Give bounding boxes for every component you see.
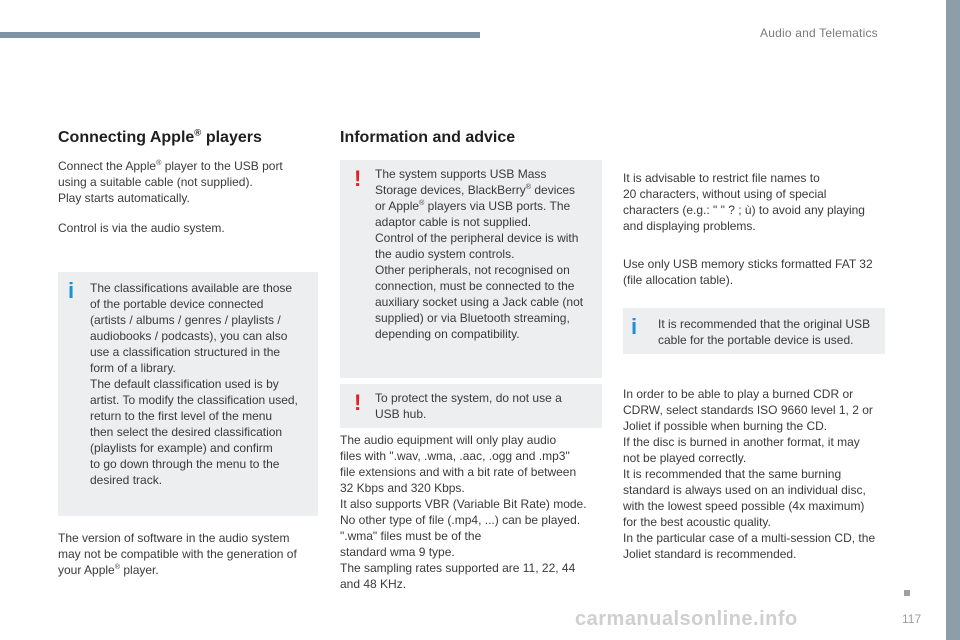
info-icon: i xyxy=(68,278,75,303)
heading-information-advice: Information and advice xyxy=(340,129,516,146)
classification-info-box xyxy=(58,272,318,516)
page-number: 117 xyxy=(902,612,922,626)
classification-info-text: The classifications available are those of the portable device connected (artists / albums / genres / playlists / audiobooks / podcasts), you can also use a classification structured in the form of a library. The default classification used is by artist. To modify the classification used, return to the first level of the menu then select the desired classification (playlists for example) and confirm to go down through the menu to the desired track. xyxy=(90,281,298,487)
connect-paragraph: Connect the Apple® player to the USB port using a suitable cable (not supplied). Play starts automatically. xyxy=(58,158,283,205)
usb-support-warning-text: The system supports USB Mass Storage devices, BlackBerry® devices or Apple® players via USB ports. The adaptor cable is not supplied. Control of the peripheral device is with the audio system controls. Other peripherals, not recognised on connection, must be connected to the auxiliary socket using a Jack cable (not supplied) or via Bluetooth streaming, depending on compatibility. xyxy=(375,167,584,341)
usb-hub-warning-text: To protect the system, do not use a USB hub. xyxy=(375,391,562,421)
usb-support-warning-box xyxy=(340,160,602,378)
warning-icon: ! xyxy=(354,166,362,191)
control-paragraph: Control is via the audio system. xyxy=(58,221,225,235)
continuation-marker xyxy=(904,590,910,596)
usb-cable-info-box xyxy=(623,308,885,354)
cd-burning-paragraph: In order to be able to play a burned CDR or CDRW, select standards ISO 9660 level 1, 2 or Joliet if possible when burning the CD. If the disc is burned in another format, it may not be played correctly. It is recommended that the same burning standard is always used on an individual disc, with the lowest speed possible (4x maximum) for the best acoustic quality. In the particular case of a multi-session CD, the Joliet standard is recommended. xyxy=(623,387,876,561)
heading-connecting-apple: Connecting Apple® players xyxy=(58,127,262,146)
file-name-paragraph: It is advisable to restrict file names to 20 characters, without using of special characters (e.g.: " " ? ; ù) to avoid any playing and displaying problems. xyxy=(623,171,865,233)
usb-cable-info-text: It is recommended that the original USB cable for the portable device is used. xyxy=(658,317,871,347)
section-title: Audio and Telematics xyxy=(760,26,878,40)
usb-format-paragraph: Use only USB memory sticks formatted FAT 32 (file allocation table). xyxy=(623,257,873,287)
audio-format-paragraph: The audio equipment will only play audio files with ".wav, .wma, .aac, .ogg and .mp3" file extensions and with a bit rate of between 32 Kbps and 320 Kbps. It also supports VBR (Variable Bit Rate) mode. No other type of file (.mp4, ...) can be played. ".wma" files must be of the standard wma 9 type. The sampling rates supported are 11, 22, 44 and 48 KHz. xyxy=(340,433,587,591)
watermark: carmanualsonline.info xyxy=(575,608,798,630)
header-accent-bar xyxy=(0,32,480,38)
page-edge-tab xyxy=(946,0,960,640)
info-icon: i xyxy=(631,314,638,339)
usb-hub-warning-box xyxy=(340,384,602,428)
software-version-paragraph: The version of software in the audio system may not be compatible with the generation of your Apple® player. xyxy=(58,531,297,577)
warning-icon: ! xyxy=(354,390,362,415)
